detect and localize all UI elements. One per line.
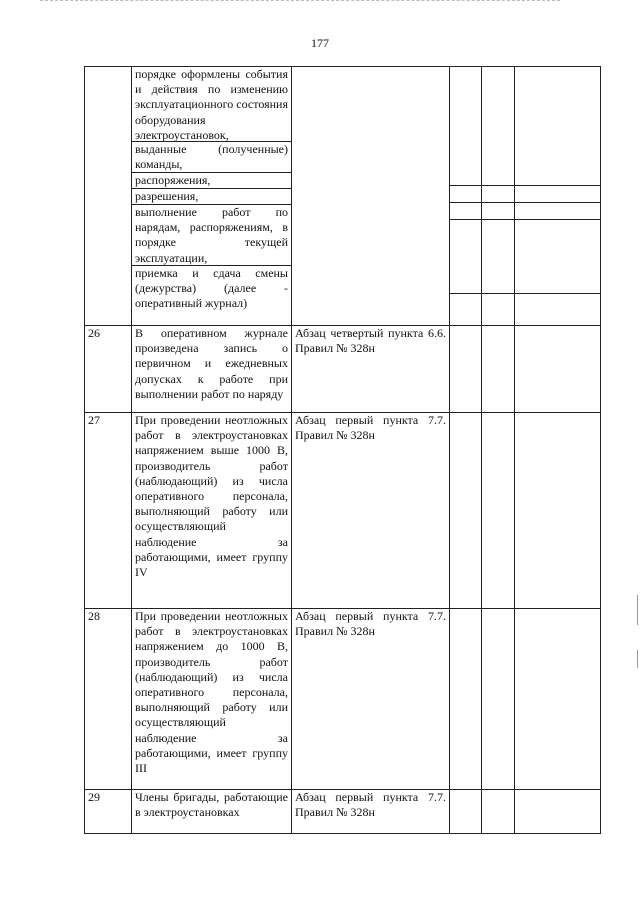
requirement-cell: В оперативном журнале произведена запись о первичном и ежедневных допусках к работе при выполнении работ по наряду [132,326,292,413]
table-row [85,413,601,609]
requirement-cell [132,67,292,326]
requirement-cell: Члены бригады, работающие в электроустановках [132,790,292,834]
answer-yes-cell[interactable] [450,413,482,609]
answer-no-cell[interactable] [482,609,515,790]
table-row [85,609,601,790]
answer-no-cell[interactable] [482,67,515,326]
requirement-part: выданные (полученные) команды, [132,142,291,173]
requirement-part: порядке оформлены события и действия по изменению эксплуатационного состояния оборудования электроустановок, [132,67,291,142]
page-number: 177 [311,36,329,50]
reference-cell: Абзац первый пункта 7.7. Правил № 328н [292,609,450,790]
table-row [85,326,601,413]
table-row [85,790,601,834]
checklist-table [84,66,601,834]
answer-na-cell[interactable] [515,413,601,609]
requirement-part: приемка и сдача смены (дежурства) (далее - оперативный журнал) [135,266,288,311]
row-number [85,67,132,326]
answer-na-cell[interactable] [515,609,601,790]
table-row [85,67,601,326]
reference-cell: Абзац первый пункта 7.7. Правил № 328н [292,790,450,834]
answer-no-cell[interactable] [482,790,515,834]
requirement-part: разрешения, [132,189,291,205]
row-number: 26 [85,326,132,413]
reference-cell: Абзац первый пункта 7.7. Правил № 328н [292,413,450,609]
row-number: 28 [85,609,132,790]
answer-no-cell[interactable] [482,413,515,609]
answer-na-cell[interactable] [515,790,601,834]
answer-no-cell[interactable] [482,326,515,413]
top-scan-line [40,0,560,3]
row-number: 27 [85,413,132,609]
answer-yes-cell[interactable] [450,67,482,326]
scan-edge-mark [637,595,638,625]
reference-cell: Абзац четвертый пункта 6.6. Правил № 328н [292,326,450,413]
answer-yes-cell[interactable] [450,790,482,834]
row-number: 29 [85,790,132,834]
answer-yes-cell[interactable] [450,609,482,790]
reference-cell [292,67,450,326]
answer-na-cell[interactable] [515,67,601,326]
requirement-cell: При проведении неотложных работ в электроустановках напряжением до 1000 В, производитель работ (наблюдающий) из числа оперативного персонала, выполняющий работу или осуществляющий наблюдение за работающими, имеет группу III [132,609,292,790]
requirement-part: распоряжения, [132,173,291,189]
scan-edge-mark [637,650,638,668]
requirement-part: выполнение работ по нарядам, распоряжениям, в порядке текущей эксплуатации, [132,205,291,266]
answer-na-cell[interactable] [515,326,601,413]
requirement-cell: При проведении неотложных работ в электроустановках напряжением выше 1000 В, производитель работ (наблюдающий) из числа оперативного персонала, выполняющий работу или осуществляющий наблюдение за работающими, имеет группу IV [132,413,292,609]
answer-yes-cell[interactable] [450,326,482,413]
